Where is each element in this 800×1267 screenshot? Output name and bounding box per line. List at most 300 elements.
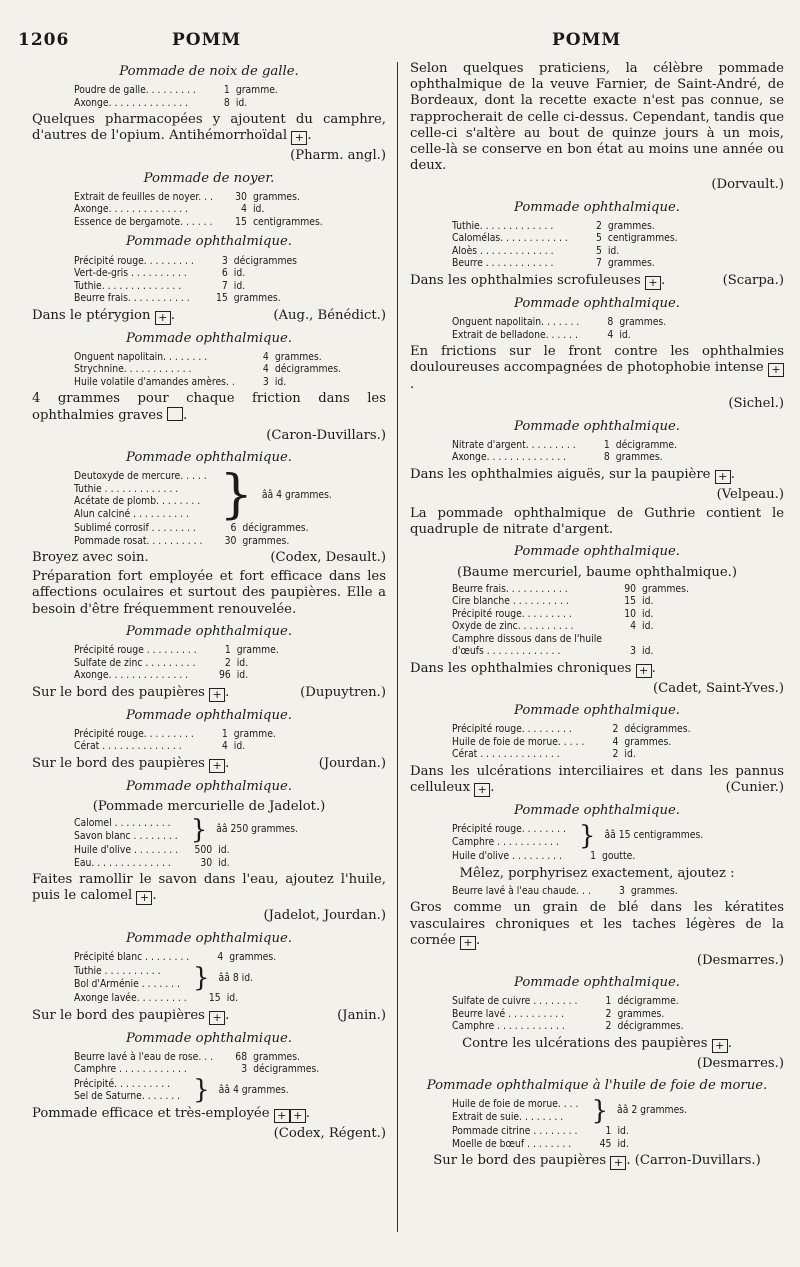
usage-line: Sur le bord des paupières + . (Jourdan.) <box>32 755 386 772</box>
recipe-title: Pommade ophthalmique. <box>126 449 292 465</box>
ingredient-row <box>74 522 309 535</box>
instruction: Mêlez, porphyrisez exactement, ajoutez : <box>459 865 735 881</box>
ingredient-unit: grammes. <box>607 219 655 232</box>
ingredient-row <box>74 657 279 670</box>
ingredient-quantity: 30 <box>200 856 213 869</box>
plus-box-icon: + <box>290 1109 306 1123</box>
group-amount: ââ 4 grammes. <box>261 488 332 501</box>
ingredient-name: Aloès . . . . . . . . . . . . . <box>452 244 554 257</box>
recipe-table <box>452 583 689 658</box>
ingredient-name: Beurre . . . . . . . . . . . . <box>452 257 554 270</box>
citation: (Desmarres.) <box>696 1055 784 1071</box>
ingredient-quantity: 4 <box>241 203 247 216</box>
brace-icon: } <box>219 465 253 526</box>
recipe-title: Pommade ophthalmique. <box>126 234 292 250</box>
usage-line: Broyez avec soin. (Codex, Desault.) <box>32 550 386 566</box>
ingredient-name: Précipité blanc . . . . . . . . <box>74 950 190 963</box>
ingredient-quantity: 3 <box>618 884 625 897</box>
ingredient-unit: id. <box>617 1137 629 1150</box>
ingredient-quantity: 15 <box>624 595 637 608</box>
recipe-title: Pommade ophthalmique. <box>514 418 680 434</box>
ingredient-name: Nitrate d'argent. . . . . . . . . <box>452 438 576 451</box>
ingredient-row <box>74 267 297 280</box>
recipe-subtitle: (Baume mercuriel, baume ophthalmique.) <box>457 564 737 580</box>
ingredient-name: Deutoxyde de mercure. . . . . <box>74 470 207 483</box>
recipe-table <box>74 255 297 305</box>
ingredient-quantity: 1 <box>605 1125 612 1138</box>
citation: (Pharm. angl.) <box>290 148 386 164</box>
plus-box-icon: + <box>636 664 652 678</box>
paragraph: Dans les ophthalmies aiguës, sur la paupière + . <box>410 466 735 483</box>
ingredient-row <box>452 995 684 1008</box>
ingredient-quantity: 5 <box>595 232 602 245</box>
ingredient-quantity: 2 <box>595 219 602 232</box>
ingredient-row <box>74 97 278 110</box>
paragraph: Pommade efficace et très-employée + + . <box>32 1105 310 1122</box>
ingredient-row <box>74 1063 319 1076</box>
ingredient-unit: id. <box>218 856 230 869</box>
paragraph: En frictions sur le front contre les ophthalmies douloureuses accompagnées de photophobie intense +. <box>410 344 784 393</box>
ingredient-row <box>452 451 677 464</box>
ingredient-name: Axonge. . . . . . . . . . . . . . <box>452 451 567 464</box>
usage-line: Sur le bord des paupières + . (Janin.) <box>32 1007 386 1024</box>
ingredient-unit: grammes. <box>252 190 300 203</box>
ingredient-row <box>452 1008 684 1021</box>
ingredient-row <box>74 203 323 216</box>
ingredient-quantity: 30 <box>224 534 237 547</box>
ingredient-row <box>74 535 309 548</box>
ingredient-name: Cire blanche . . . . . . . . . . <box>452 595 569 608</box>
ingredient-name: Axonge. . . . . . . . . . . . . . <box>74 203 189 216</box>
ingredient-quantity: 10 <box>624 607 637 620</box>
recipe-table <box>452 220 678 270</box>
plus-box-icon: + <box>209 759 225 773</box>
ingredient-name: Oxyde de zinc. . . . . . . . . . <box>452 620 574 633</box>
ingredient-name: Pommade rosat. . . . . . . . . . <box>74 534 203 547</box>
ingredient-unit: décigramme. <box>617 995 679 1008</box>
usage-line: Dans le ptérygion + . (Aug., Bénédict.) <box>32 307 386 324</box>
paragraph: Quelques pharmacopées y ajoutent du camphre, d'autres de l'opium. Antihémorrhoïdal + . <box>32 112 386 145</box>
ingredient-quantity: 3 <box>241 1063 248 1076</box>
right-column <box>410 58 784 1173</box>
citation: (Jadelot, Jourdan.) <box>263 908 386 924</box>
ingredient-unit: id. <box>624 748 636 761</box>
ingredient-row <box>452 620 689 633</box>
ingredient-quantity: 6 <box>230 522 237 535</box>
plus-box-icon: + <box>474 783 490 797</box>
ingredient-unit: id. <box>619 328 631 341</box>
recipe-title: Pommade ophthalmique. <box>126 1030 292 1046</box>
paragraph: Dans les ophthalmies chroniques + . <box>410 660 656 677</box>
ingredient-row <box>452 232 678 245</box>
ingredient-row <box>74 351 341 364</box>
recipe-table <box>452 850 635 863</box>
group-amount: ââ 15 centigrammes. <box>604 829 704 842</box>
ingredient-unit: gramme. <box>235 84 278 97</box>
ingredient-row <box>74 191 323 204</box>
recipe-title: Pommade ophthalmique à l'huile de foie de morue. <box>426 1077 768 1093</box>
ingredient-quantity: 15 <box>208 992 221 1005</box>
ingredient-unit: grammes. <box>615 451 663 464</box>
running-head-right: POMM <box>552 30 622 50</box>
ingredient-name: Moelle de bœuf . . . . . . . . <box>452 1137 572 1150</box>
ingredient-name: Beurre lavé à l'eau chaude. . . <box>452 884 591 897</box>
ingredient-row <box>74 470 332 483</box>
recipe-table <box>74 644 279 682</box>
group-amount: ââ 4 grammes. <box>218 1084 289 1097</box>
ingredient-unit: id. <box>642 607 654 620</box>
plus-box-icon: + <box>155 311 171 325</box>
citation: (Dorvault.) <box>711 177 784 193</box>
ingredient-row <box>74 844 230 857</box>
ingredient-quantity: 6 <box>221 267 228 280</box>
group-amount: ââ 8 id. <box>218 971 254 984</box>
ingredient-row <box>452 220 678 233</box>
ingredient-name: Sulfate de cuivre . . . . . . . . <box>452 995 578 1008</box>
recipe-group-table <box>74 962 254 993</box>
ingredient-row <box>74 644 279 657</box>
ingredient-unit: grammes. <box>233 292 281 305</box>
recipe-title: Pommade ophthalmique. <box>514 199 680 215</box>
ingredient-row <box>452 723 691 736</box>
ingredient-unit: décigrammes. <box>253 1063 320 1076</box>
ingredient-unit: id. <box>236 669 249 682</box>
ingredient-name: Beurre frais. . . . . . . . . . . <box>452 582 568 595</box>
ingredient-row <box>74 216 323 229</box>
ingredient-quantity: 68 <box>235 1050 248 1063</box>
ingredient-name: Axonge. . . . . . . . . . . . . . <box>74 96 189 109</box>
recipe-table <box>74 351 341 389</box>
ingredient-row <box>74 669 279 682</box>
ingredient-quantity: 1 <box>605 995 612 1008</box>
ingredient-name: Précipité rouge. . . . . . . . . <box>74 254 194 267</box>
ingredient-quantity: 1 <box>603 438 610 451</box>
running-head-left: POMM <box>172 30 242 50</box>
ingredient-name: Calomel . . . . . . . . . . <box>74 817 171 830</box>
recipe-table <box>74 728 276 753</box>
plus-box-icon: + <box>209 1011 225 1025</box>
ingredient-quantity: 15 <box>216 292 228 305</box>
ingredient-quantity: 4 <box>217 950 224 963</box>
ingredient-row <box>452 885 678 898</box>
ingredient-quantity: 4 <box>607 328 614 341</box>
paragraph: Dans les ulcérations interciliaires et dans les pannus celluleux + . (Cunier.) <box>410 763 784 796</box>
ingredient-unit <box>636 633 689 646</box>
ingredient-row <box>452 748 691 761</box>
ingredient-row <box>74 951 276 964</box>
ingredient-row <box>452 583 689 596</box>
recipe-title: Pommade ophthalmique. <box>514 974 680 990</box>
ingredient-unit: grammes. <box>242 534 290 547</box>
ingredient-name: Extrait de belladone. . . . . . <box>452 328 579 341</box>
ingredient-name: Beurre lavé . . . . . . . . . . <box>452 1007 565 1020</box>
ingredient-name: Précipité rouge . . . . . . . . . <box>74 644 197 657</box>
recipe-table <box>74 191 323 229</box>
ingredient-quantity: 7 <box>595 257 602 270</box>
ingredient-unit: décigrammes. <box>624 723 691 736</box>
recipe-table <box>74 1051 319 1076</box>
citation: (Codex, Régent.) <box>273 1125 386 1141</box>
ingredient-name: Camphre . . . . . . . . . . . <box>452 835 559 848</box>
recipe-table <box>452 439 677 464</box>
ingredient-row <box>452 736 691 749</box>
recipe-group-table <box>452 820 704 851</box>
usage-line: Dans les ophthalmies scrofuleuses + . (Scarpa.) <box>410 272 784 289</box>
ingredient-quantity: 8 <box>607 316 614 329</box>
ingredient-row <box>74 857 230 870</box>
ingredient-unit: id. <box>235 96 248 109</box>
paragraph: Gros comme un grain de blé dans les kératites vasculaires chroniques et les taches légères de la cornée + . <box>410 900 784 949</box>
usage-line: Sur le bord des paupières + . (Carron-Duvillars.) <box>433 1153 761 1170</box>
ingredient-quantity: 2 <box>605 1007 612 1020</box>
ingredient-unit: id. <box>252 203 265 216</box>
ingredient-row <box>74 280 297 293</box>
ingredient-quantity: 3 <box>221 254 228 267</box>
ingredient-row <box>452 1020 684 1033</box>
ingredient-quantity: 2 <box>605 1020 612 1033</box>
ingredient-quantity: 90 <box>624 582 637 595</box>
ingredient-name: Tuthie . . . . . . . . . . . . . <box>74 482 179 495</box>
ingredient-row <box>74 728 276 741</box>
ingredient-row <box>74 255 297 268</box>
ingredient-row <box>74 292 297 305</box>
recipe-group-table <box>74 1075 289 1106</box>
ingredient-unit: décigramme. <box>615 438 678 451</box>
ingredient-name: Bol d'Arménie . . . . . . . <box>74 977 180 990</box>
ingredient-unit: id. <box>233 267 246 280</box>
ingredient-row <box>452 645 689 658</box>
ingredient-name: Beurre frais. . . . . . . . . . . <box>74 292 190 305</box>
ingredient-quantity: 7 <box>221 279 228 292</box>
ingredient-name: Huile volatile d'amandes amères. . <box>74 375 235 388</box>
recipe-title: Pommade de noix de galle. <box>119 64 299 79</box>
recipe-table <box>74 84 278 109</box>
plus-box-icon: + <box>209 688 225 702</box>
ingredient-name: Poudre de galle. . . . . . . . . <box>74 84 196 97</box>
ingredient-name: Camphre dissous dans de l'huile <box>452 632 603 645</box>
usage-line: Contre les ulcérations des paupières + . <box>462 1035 732 1052</box>
ingredient-quantity: 2 <box>224 656 231 669</box>
ingredient-row <box>74 740 276 753</box>
ingredient-name: Pommade citrine . . . . . . . . <box>452 1125 578 1138</box>
ingredient-row <box>452 1138 629 1151</box>
ingredient-name: Tuthie. . . . . . . . . . . . . . <box>74 279 182 292</box>
citation: (Desmarres.) <box>696 952 784 968</box>
ingredient-row <box>452 633 689 646</box>
ingredient-name: Extrait de feuilles de noyer. . . <box>74 190 213 203</box>
recipe-title: Pommade ophthalmique. <box>126 930 292 946</box>
recipe-title: Pommade ophthalmique. <box>126 330 292 346</box>
ingredient-quantity: 1 <box>590 850 596 863</box>
recipe-table <box>452 723 691 761</box>
ingredient-unit: id. <box>642 595 654 608</box>
plus-box-icon: + <box>610 1156 626 1170</box>
recipe-table <box>452 885 678 898</box>
ingredient-name: Camphre . . . . . . . . . . . . <box>74 1063 187 1076</box>
ingredient-quantity: 1 <box>221 727 228 740</box>
recipe-title: Pommade ophthalmique. <box>514 703 680 719</box>
ingredient-unit: id. <box>233 740 246 753</box>
ingredient-unit: grammes. <box>607 257 655 270</box>
ingredient-unit: id. <box>236 656 249 669</box>
ingredient-row <box>74 1051 319 1064</box>
recipe-group-table <box>74 465 332 526</box>
ingredient-row <box>452 1098 687 1111</box>
left-column <box>32 58 386 1142</box>
recipe-title: Pommade ophthalmique. <box>514 544 680 560</box>
ingredient-quantity: 5 <box>595 244 602 257</box>
ingredient-row <box>74 992 238 1005</box>
ingredient-name: Cérat . . . . . . . . . . . . . . <box>452 748 560 761</box>
ingredient-quantity: 1 <box>224 644 231 657</box>
ingredient-name: Huile d'olive . . . . . . . . . <box>452 850 562 863</box>
group-amount: ââ 2 grammes. <box>617 1104 688 1117</box>
paragraph: La pommade ophthalmique de Guthrie contient le quadruple de nitrate d'argent. <box>410 506 784 538</box>
ingredient-quantity: 1 <box>223 84 230 97</box>
ingredient-name: Précipité rouge. . . . . . . . <box>452 823 566 836</box>
usage-line: Sur le bord des paupières + . (Dupuytren.) <box>32 684 386 701</box>
ingredient-name: Eau. . . . . . . . . . . . . . <box>74 856 171 869</box>
ingredient-unit: id. <box>218 844 230 857</box>
ingredient-quantity: 2 <box>612 723 619 736</box>
recipe-table <box>74 844 230 869</box>
group-amount: ââ 250 grammes. <box>216 823 299 836</box>
ingredient-unit: décigrammes. <box>617 1020 684 1033</box>
brace-icon: } <box>192 962 210 993</box>
plus-box-icon: + <box>715 470 731 484</box>
ingredient-name: Axonge lavée. . . . . . . . . <box>74 992 187 1005</box>
plus-box-icon: + <box>274 1109 290 1123</box>
ingredient-name: Onguent napolitain. . . . . . . <box>452 316 580 329</box>
ingredient-name: Alun calciné . . . . . . . . . . <box>74 507 190 520</box>
ingredient-unit: grammes. <box>617 1007 665 1020</box>
ingredient-unit: grammes. <box>619 316 667 329</box>
recipe-title: Pommade de noyer. <box>143 170 275 186</box>
ingredient-unit: id. <box>274 375 287 388</box>
ingredient-quantity <box>612 633 636 646</box>
plus-box-icon: + <box>768 363 784 377</box>
ingredient-unit: grammes. <box>630 884 678 897</box>
ingredient-quantity: 8 <box>603 451 610 464</box>
ingredient-row <box>452 823 703 836</box>
ingredient-row <box>452 608 689 621</box>
ingredient-unit: id. <box>233 279 246 292</box>
recipe-subtitle: (Pommade mercurielle de Jadelot.) <box>92 798 326 814</box>
recipe-title: Pommade ophthalmique. <box>514 802 680 818</box>
ingredient-name: Vert-de-gris . . . . . . . . . . <box>74 267 187 280</box>
recipe-group-table <box>74 814 299 845</box>
ingredient-row <box>452 329 666 342</box>
ingredient-row <box>74 376 341 389</box>
ingredient-quantity: 500 <box>194 844 213 857</box>
brace-icon: } <box>578 820 596 851</box>
ingredient-unit: décigrammes. <box>274 363 341 376</box>
plus-box-icon: + <box>645 276 661 290</box>
recipe-table <box>452 316 666 341</box>
ingredient-unit: décigrammes <box>233 254 297 267</box>
recipe-table <box>452 1125 629 1150</box>
citation: (Sichel.) <box>728 396 784 412</box>
ingredient-unit: grammes. <box>642 582 689 595</box>
ingredient-name: Précipité rouge. . . . . . . . . <box>452 723 572 736</box>
ingredient-name: Cérat . . . . . . . . . . . . . . <box>74 740 182 753</box>
ingredient-name: Précipité rouge. . . . . . . . . <box>74 727 194 740</box>
ingredient-name: Strychnine. . . . . . . . . . . . <box>74 363 192 376</box>
ingredient-quantity: 3 <box>630 645 637 658</box>
citation: (Caron-Duvillars.) <box>266 427 386 443</box>
ingredient-name: Huile de foie de morue. . . . <box>452 1098 579 1111</box>
ingredient-name: Précipité rouge. . . . . . . . . <box>452 607 572 620</box>
ingredient-row <box>452 245 678 258</box>
ingredient-unit: centigrammes. <box>607 232 678 245</box>
paragraph: Selon quelques praticiens, la célèbre pommade ophthalmique de la veuve Farnier, de Saint-André, de Bordeaux, dont la recette exacte n'est pas connue, se rapprocherait de celle ci-dessus. Cependant, tandis que celle-ci s'altère au bout de quinze jours à un mois, celle-là se conserve en bon état au moins une année ou deux. <box>410 61 784 174</box>
ingredient-unit: décigrammes. <box>242 522 309 535</box>
ingredient-name: d'œufs . . . . . . . . . . . . . <box>452 645 561 658</box>
ingredient-unit: id. <box>226 992 239 1005</box>
plus-box-icon: + <box>712 1039 728 1053</box>
recipe-title: Pommade ophthalmique. <box>126 623 292 639</box>
ingredient-row <box>452 316 666 329</box>
ingredient-unit: centigrammes. <box>252 215 323 228</box>
recipe-title: Pommade ophthalmique. <box>514 295 680 311</box>
ingredient-row <box>452 1125 629 1138</box>
ingredient-row <box>452 257 678 270</box>
ingredient-name: Huile d'olive . . . . . . . . <box>74 844 179 857</box>
ingredient-row <box>74 1078 289 1091</box>
ingredient-name: Sel de Saturne. . . . . . . <box>74 1090 181 1103</box>
ingredient-row <box>452 595 689 608</box>
brace-icon: } <box>193 1075 210 1106</box>
recipe-table <box>74 522 309 547</box>
ingredient-name: Savon blanc . . . . . . . . <box>74 829 178 842</box>
ingredient-row <box>452 439 677 452</box>
ingredient-name: Camphre . . . . . . . . . . . . <box>452 1020 565 1033</box>
ingredient-row <box>74 84 278 97</box>
plus-box-icon: + <box>460 936 476 950</box>
ingredient-name: Tuthie . . . . . . . . . . <box>74 965 161 978</box>
brace-icon: } <box>190 814 208 845</box>
ingredient-unit: id. <box>607 244 620 257</box>
recipe-table <box>74 992 238 1005</box>
ingredient-unit: goutte. <box>602 850 636 863</box>
recipe-title: Pommade ophthalmique. <box>126 778 292 794</box>
ingredient-name: Calomélas. . . . . . . . . . . . <box>452 232 568 245</box>
citation: (Velpeau.) <box>716 486 784 502</box>
ingredient-name: Tuthie. . . . . . . . . . . . . <box>452 219 554 232</box>
ingredient-quantity: 4 <box>612 735 619 748</box>
ingredient-quantity: 8 <box>223 96 230 109</box>
ingredient-quantity: 3 <box>262 375 269 388</box>
ingredient-quantity: 15 <box>235 215 247 228</box>
ingredient-name: Sublimé corrosif . . . . . . . . <box>74 522 196 535</box>
ingredient-quantity: 30 <box>235 190 247 203</box>
recipe-table <box>452 995 684 1033</box>
ingredient-quantity: 45 <box>599 1137 612 1150</box>
ingredient-unit: grammes. <box>229 950 277 963</box>
ingredient-quantity: 4 <box>262 363 269 376</box>
ingredient-row <box>452 850 635 863</box>
ingredient-name: Sulfate de zinc . . . . . . . . . <box>74 656 196 669</box>
plus-box-icon: + <box>136 891 152 905</box>
ingredient-unit: grammes. <box>624 735 672 748</box>
ingredient-row <box>74 363 341 376</box>
paragraph: 4 grammes pour chaque friction dans les ophthalmies graves . <box>32 391 386 424</box>
ingredient-name: Extrait de suie. . . . . . . . <box>452 1110 564 1123</box>
ingredient-unit: id. <box>642 620 654 633</box>
paragraph: Faites ramollir le savon dans l'eau, ajoutez l'huile, puis le calomel + . <box>32 872 386 905</box>
ingredient-unit: grammes. <box>253 1050 300 1063</box>
page-number: 1206 <box>18 30 70 50</box>
